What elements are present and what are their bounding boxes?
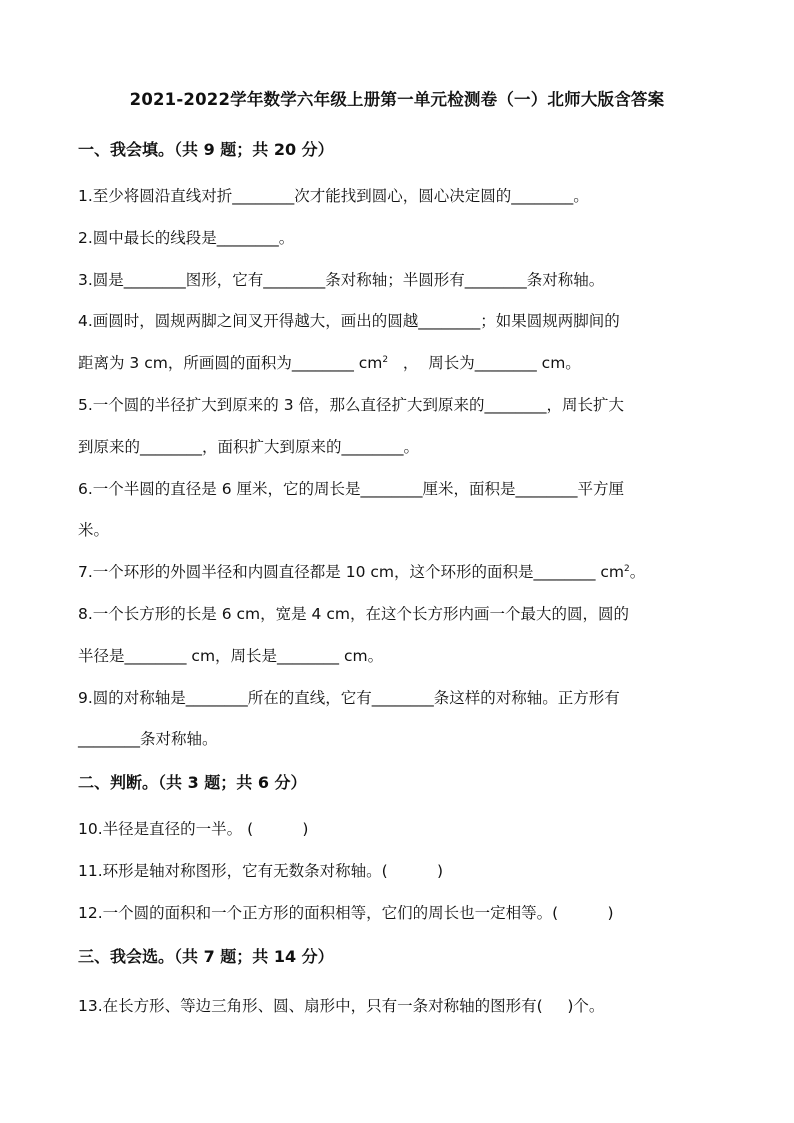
question-5-line-2: 到原来的________，面积扩大到原来的________。 bbox=[78, 438, 420, 456]
page-title: 2021-2022学年数学六年级上册第一单元检测卷（一）北师大版含答案 bbox=[129, 90, 665, 109]
question-6-line-1: 6.一个半圆的直径是 6 厘米，它的周长是________厘米，面积是________平方厘 bbox=[78, 480, 625, 498]
question-7-tail: 。 bbox=[629, 563, 646, 581]
question-1: 1.至少将圆沿直线对折________次才能找到圆心，圆心决定圆的________。 bbox=[78, 187, 589, 205]
question-10: 10.半径是直径的一半。 ( ) bbox=[78, 820, 309, 838]
section-heading-fill: 一、我会填。（共 9 题；共 20 分） bbox=[78, 140, 334, 159]
section-heading-choice: 三、我会选。（共 7 题；共 14 分） bbox=[78, 947, 334, 966]
question-3: 3.圆是________图形，它有________条对称轴；半圆形有________条对称轴。 bbox=[78, 271, 605, 289]
question-4-line-1: 4.画圆时，圆规两脚之间叉开得越大，画出的圆越________；如果圆规两脚间的 bbox=[78, 312, 620, 330]
question-5-line-1: 5.一个圆的半径扩大到原来的 3 倍，那么直径扩大到原来的________，周长扩大 bbox=[78, 396, 625, 414]
question-7 bbox=[78, 562, 645, 582]
question-11: 11.环形是轴对称图形，它有无数条对称轴。( ) bbox=[78, 862, 444, 880]
question-4-line-2-text: 距离为 3 cm，所画圆的面积为________ cm bbox=[78, 354, 383, 372]
question-13: 13.在长方形、等边三角形、圆、扇形中，只有一条对称轴的图形有( )个。 bbox=[78, 997, 605, 1015]
question-4-line-2-tail: ， 周长为________ cm。 bbox=[388, 354, 581, 372]
question-7-text: 7.一个环形的外圆半径和内圆直径都是 10 cm，这个环形的面积是________ cm bbox=[78, 563, 625, 581]
question-9-line-1: 9.圆的对称轴是________所在的直线，它有________条这样的对称轴。正方形有 bbox=[78, 689, 620, 707]
question-9-line-2: ________条对称轴。 bbox=[78, 730, 218, 748]
section-heading-judge: 二、判断。（共 3 题；共 6 分） bbox=[78, 773, 307, 792]
unit-superscript: 2 bbox=[624, 564, 630, 574]
question-8-line-1: 8.一个长方形的长是 6 cm，宽是 4 cm，在这个长方形内画一个最大的圆，圆的 bbox=[78, 605, 629, 623]
question-2: 2.圆中最长的线段是________。 bbox=[78, 229, 295, 247]
question-8-line-2: 半径是________ cm，周长是________ cm。 bbox=[78, 647, 384, 665]
question-12: 12.一个圆的面积和一个正方形的面积相等，它们的周长也一定相等。( ) bbox=[78, 904, 614, 922]
unit-superscript: 2 bbox=[382, 355, 389, 365]
question-6-line-2: 米。 bbox=[78, 521, 110, 539]
question-4-line-2 bbox=[78, 353, 581, 373]
